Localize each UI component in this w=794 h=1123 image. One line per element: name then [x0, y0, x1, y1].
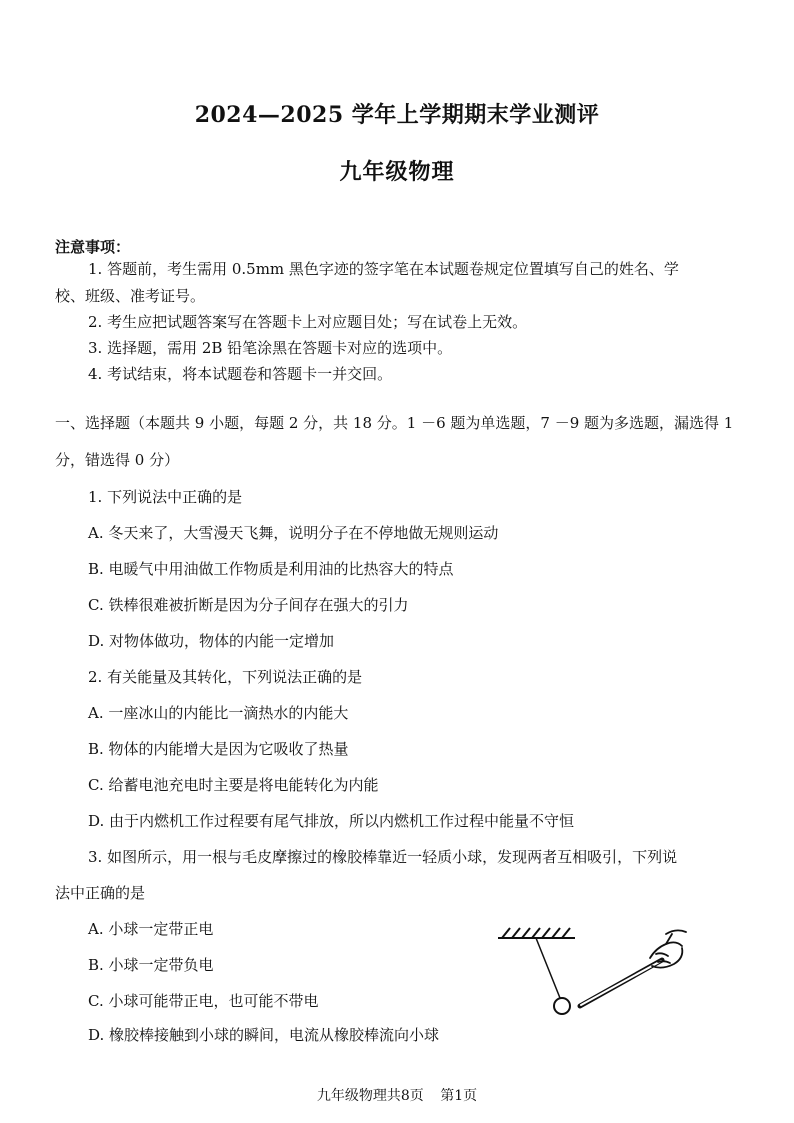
light-ball — [554, 998, 570, 1014]
question-1-option-b: B. 电暖气中用油做工作物质是利用油的比热容大的特点 — [88, 560, 454, 578]
suspension-thread — [536, 938, 560, 998]
question-3-option-a: A. 小球一定带正电 — [88, 920, 214, 938]
question-1-stem: 1. 下列说法中正确的是 — [88, 488, 243, 506]
question-2-option-d: D. 由于内燃机工作过程要有尾气排放，所以内燃机工作过程中能量不守恒 — [88, 812, 575, 830]
question-3-stem: 3. 如图所示，用一根与毛皮摩擦过的橡胶棒靠近一轻质小球，发现两者互相吸引，下列说 — [88, 848, 678, 866]
question-2-stem: 2. 有关能量及其转化，下列说法正确的是 — [88, 668, 363, 686]
question-1-option-c: C. 铁棒很难被折断是因为分子间存在强大的引力 — [88, 596, 409, 614]
question-2-option-c: C. 给蓄电池充电时主要是将电能转化为内能 — [88, 776, 379, 794]
question-2-option-a: A. 一座冰山的内能比一滴热水的内能大 — [88, 704, 349, 722]
question-2-option-b: B. 物体的内能增大是因为它吸收了热量 — [88, 740, 349, 758]
notice-item-2: 2. 考生应把试题答案写在答题卡上对应题目处；写在试卷上无效。 — [88, 313, 528, 331]
notice-heading: 注意事项： — [55, 238, 131, 256]
notice-item-3: 3. 选择题，需用 2B 铅笔涂黑在答题卡对应的选项中。 — [88, 339, 453, 357]
question-1-option-a: A. 冬天来了，大雪漫天飞舞，说明分子在不停地做无规则运动 — [88, 524, 499, 542]
section-heading-cont: 分，错选得 0 分） — [55, 451, 180, 469]
ceiling-support — [498, 928, 575, 938]
question-3-option-c: C. 小球可能带正电，也可能不带电 — [88, 992, 319, 1010]
exam-title: 2024—2025 学年上学期期末学业测评 — [194, 102, 600, 128]
question-3-option-d: D. 橡胶棒接触到小球的瞬间，电流从橡胶棒流向小球 — [88, 1026, 440, 1044]
exam-subject: 九年级物理 — [339, 159, 455, 185]
notice-item-1-cont: 校、班级、准考证号。 — [55, 287, 206, 305]
pendulum-figure — [490, 918, 690, 1028]
footer-page-number: 第1页 — [440, 1088, 478, 1104]
notice-item-4: 4. 考试结束，将本试题卷和答题卡一并交回。 — [88, 365, 393, 383]
section-heading: 一、选择题（本题共 9 小题，每题 2 分，共 18 分。1 －6 题为单选题，7 －9 题为多选题，漏选得 1 — [55, 414, 734, 432]
footer-total-pages: 九年级物理共8页 — [316, 1088, 424, 1104]
page-footer — [0, 1085, 794, 1105]
question-1-option-d: D. 对物体做功，物体的内能一定增加 — [88, 632, 335, 650]
notice-item-1: 1. 答题前，考生需用 0.5mm 黑色字迹的签字笔在本试题卷规定位置填写自己的姓名、学 — [88, 260, 679, 278]
rubber-rod — [580, 960, 662, 1006]
question-3-option-b: B. 小球一定带负电 — [88, 956, 214, 974]
question-3-stem-cont: 法中正确的是 — [55, 884, 146, 902]
